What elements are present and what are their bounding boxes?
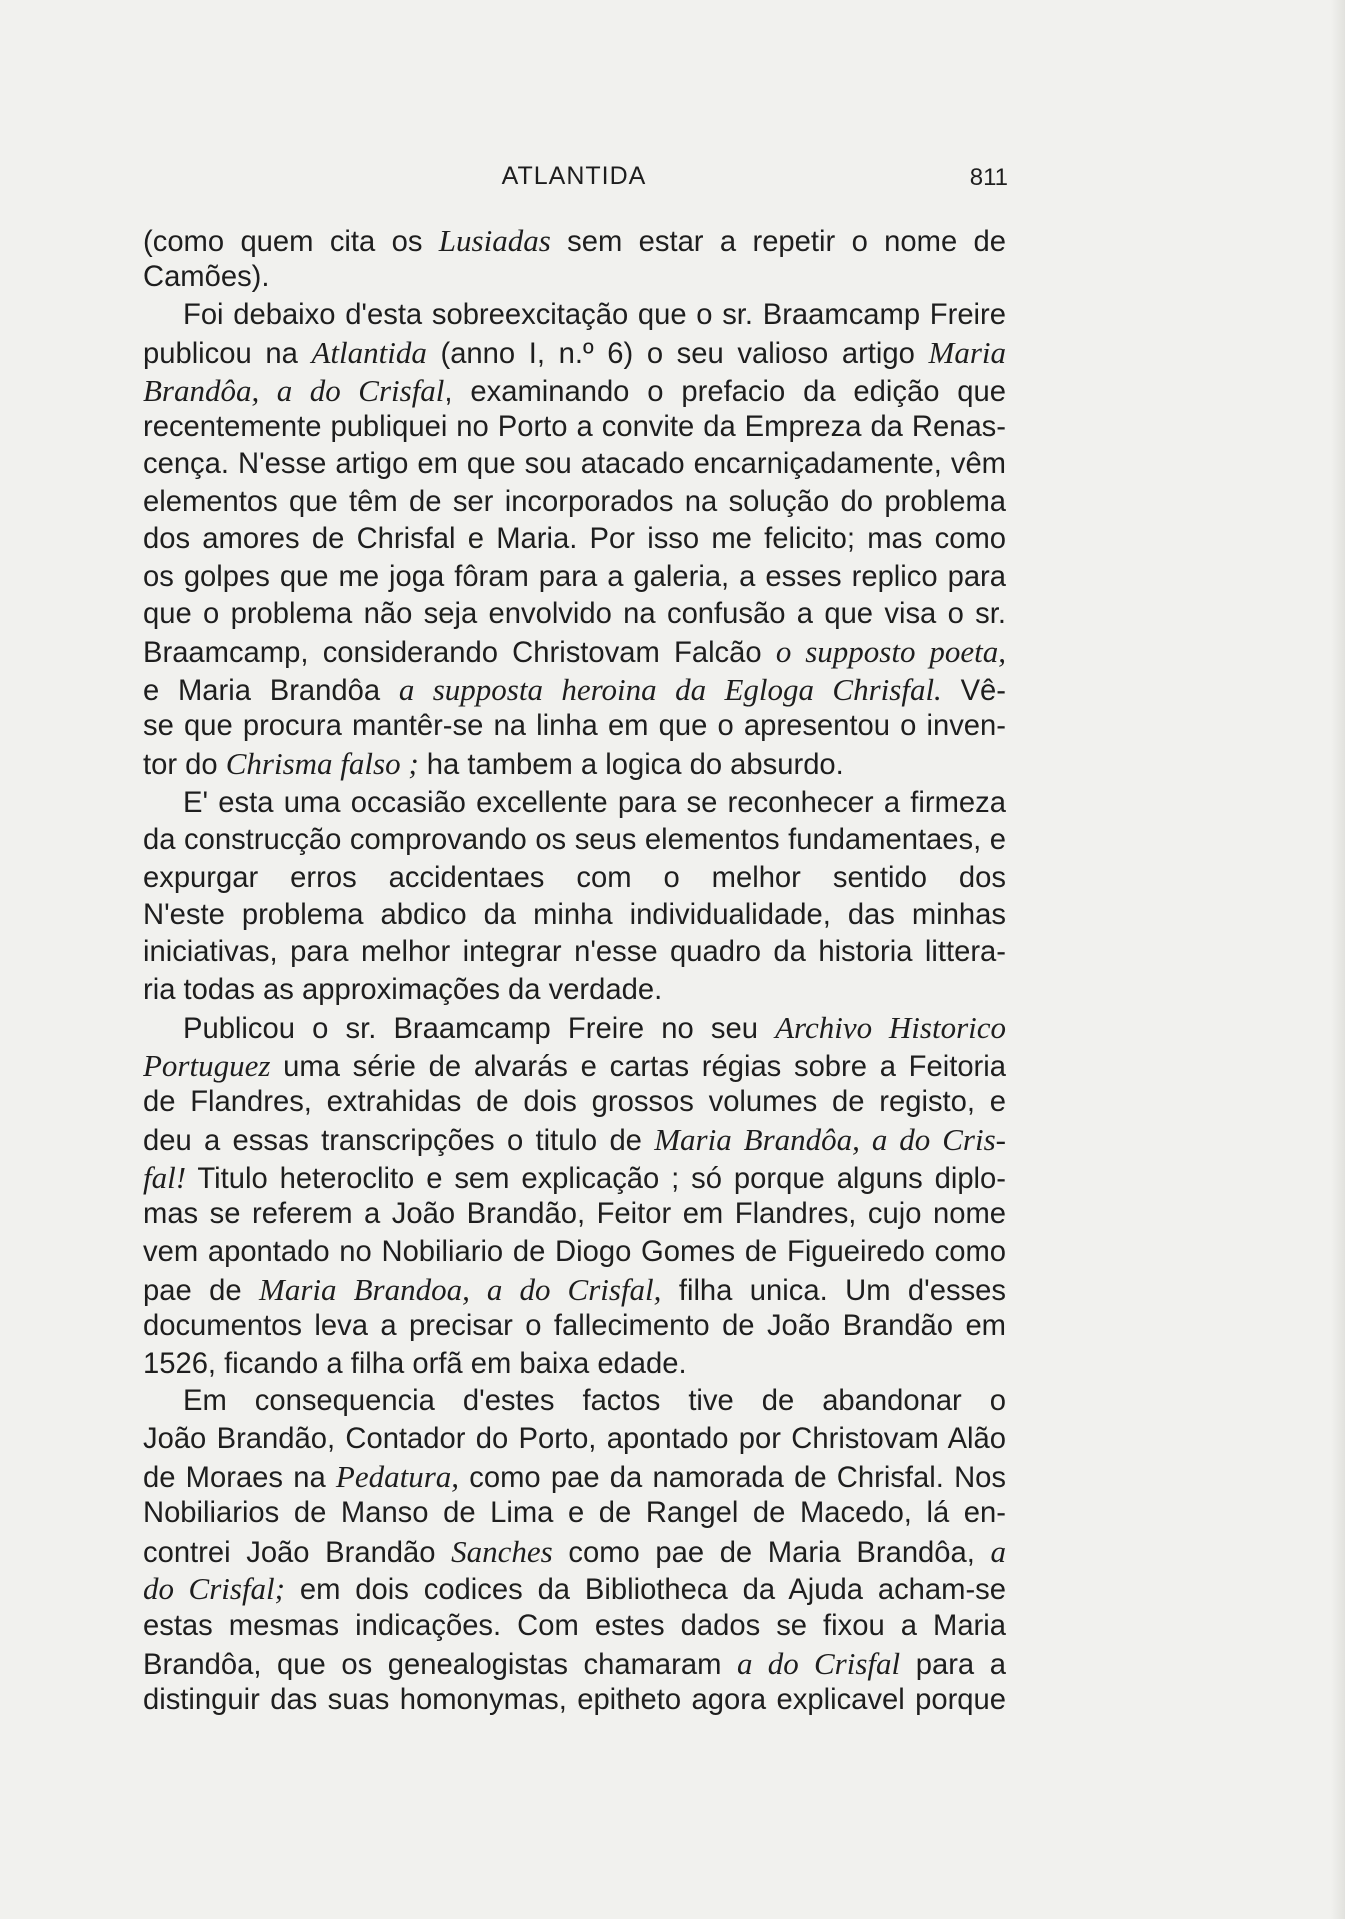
text-line	[143, 409, 1006, 446]
italic-text: Archivo Historico	[775, 1010, 1006, 1046]
text-span: Nobiliarios de Manso de Lima e de Rangel de Macedo, lá en-	[143, 1497, 1006, 1530]
text-span: de Flandres, extrahidas de dois grossos volumes de registo, e	[143, 1086, 1006, 1119]
text-line	[143, 1570, 1006, 1607]
text-span: (como quem cita os	[143, 226, 439, 258]
text-span: contrei João Brandão	[143, 1536, 452, 1569]
italic-text: do Crisfal;	[143, 1571, 285, 1607]
italic-text: Lusiadas	[438, 223, 551, 258]
text-span: os golpes que me joga fôram para a galeria, a esses replico para	[143, 560, 1006, 593]
text-line	[143, 484, 1006, 521]
text-line	[143, 1121, 1006, 1158]
text-line	[143, 1308, 1006, 1345]
text-line	[143, 1533, 1006, 1570]
text-span: para a	[900, 1648, 1006, 1681]
text-span: cença. N'esse artigo em que sou atacado encarniçadamente, vêm	[143, 448, 1006, 481]
text-line	[143, 222, 1006, 259]
text-span: iniciativas, para melhor integrar n'esse quadro da historia littera-	[143, 936, 1006, 969]
text-span: Titulo heteroclito e sem explicação ; só porque alguns diplo-	[186, 1162, 1006, 1195]
text-span: estas mesmas indicações. Com estes dados se fixou a Maria	[143, 1609, 1006, 1642]
text-span: dos amores de Chrisfal e Maria. Por isso me felicito; mas como	[143, 523, 1006, 556]
text-line	[143, 860, 1006, 897]
text-line	[143, 372, 1006, 409]
text-span: tor do	[143, 749, 226, 782]
italic-text: Maria Brandoa, a do Crisfal,	[259, 1271, 662, 1307]
text-span: (anno I, n.º 6) o seu valioso artigo	[426, 338, 929, 371]
text-span: documentos leva a precisar o fallecimento de João Brandão em	[143, 1310, 1006, 1343]
text-line	[143, 897, 1006, 934]
text-line	[143, 1495, 1006, 1532]
italic-text: Brandôa, a do Crisfal	[143, 372, 445, 408]
text-line	[143, 1346, 1006, 1383]
italic-text: Maria	[928, 335, 1006, 371]
text-span: de Moraes na	[143, 1461, 336, 1494]
text-line	[143, 633, 1006, 670]
text-span: Foi debaixo d'esta sobreexcitação que o sr. Braamcamp Freire	[183, 298, 1006, 331]
text-span: N'este problema abdico da minha individualidade, das minhas	[143, 899, 1006, 932]
text-span: expurgar erros accidentaes com o melhor sentido dos	[143, 861, 1006, 894]
text-line	[143, 708, 1006, 745]
text-span: filha unica. Um d'esses	[661, 1274, 1006, 1307]
text-span: que o problema não seja envolvido na confusão a que visa o sr.	[143, 597, 1006, 630]
text-span: recentemente publiquei no Porto a convite da Empreza da Renas-	[143, 410, 1006, 443]
text-line	[143, 1047, 1006, 1084]
text-line	[143, 934, 1006, 971]
text-line	[143, 1196, 1006, 1233]
text-line	[143, 297, 1006, 334]
text-span: sem estar a repetir o nome de	[550, 226, 1006, 258]
text-line	[143, 1009, 1006, 1046]
text-line	[143, 521, 1006, 558]
text-span: se que procura mantêr-se na linha em que o apresentou o inven-	[143, 710, 1006, 743]
text-line	[143, 745, 1006, 784]
italic-text: Portuguez	[143, 1047, 271, 1083]
running-title: ATLANTIDA	[501, 162, 647, 190]
text-span: Em consequencia d'estes factos tive de abandonar o	[183, 1385, 1006, 1418]
text-line	[143, 1608, 1006, 1645]
text-span: 1526, ficando a filha orfã em baixa edade.	[143, 1347, 687, 1380]
text-span: João Brandão, Contador do Porto, apontado por Christovam Alão	[143, 1422, 1006, 1455]
text-span: ria todas as approximações da verdade.	[143, 973, 663, 1006]
text-span: elementos que têm de ser incorporados na solução do problema	[143, 485, 1006, 518]
text-span: em dois codices da Bibliotheca da Ajuda acham-se	[285, 1574, 1006, 1607]
text-span: E' esta uma occasião excellente para se reconhecer a firmeza	[183, 786, 1006, 819]
text-line	[143, 671, 1006, 708]
italic-text: fal!	[143, 1159, 187, 1195]
text-span: como pae da namorada de Chrisfal. Nos	[459, 1461, 1006, 1494]
text-span: Brandôa, que os genealogistas chamaram	[143, 1648, 737, 1681]
page-number: 811	[969, 164, 1008, 191]
text-span: ha tambem a logica do absurdo.	[418, 749, 844, 782]
text-line	[143, 1084, 1006, 1121]
text-span: como pae de Maria Brandôa,	[552, 1536, 991, 1569]
italic-text: a do Crisfal	[737, 1645, 901, 1681]
italic-text: Chrisma falso ;	[225, 746, 419, 782]
italic-text: Maria Brandôa, a do Cris-	[654, 1122, 1006, 1158]
text-line	[143, 259, 1006, 296]
text-span: vem apontado no Nobiliario de Diogo Gomes de Figueiredo como	[143, 1235, 1006, 1268]
italic-text: o supposto poeta,	[775, 634, 1006, 670]
text-span: e Maria Brandôa	[143, 674, 399, 707]
text-span: da construcção comprovando os seus elementos fundamentaes, e	[143, 824, 1006, 857]
text-line	[143, 446, 1006, 483]
text-line	[143, 1645, 1006, 1682]
text-span: Publicou o sr. Braamcamp Freire no seu	[183, 1013, 776, 1046]
text-span: publicou na	[143, 338, 312, 371]
text-span: distinguir das suas homonymas, epitheto agora explicavel porque	[143, 1684, 1006, 1717]
text-line	[143, 972, 1006, 1009]
text-span: uma série de alvarás e cartas régias sobre a Feitoria	[270, 1050, 1006, 1083]
text-line	[143, 785, 1006, 822]
text-span: pae de	[143, 1274, 260, 1307]
text-line	[143, 596, 1006, 633]
page-header	[140, 158, 1008, 198]
text-line	[143, 1458, 1006, 1495]
text-line	[143, 1271, 1006, 1308]
italic-text: Pedatura,	[335, 1458, 460, 1494]
text-line	[143, 559, 1006, 596]
italic-text: Atlantida	[311, 335, 427, 371]
text-span: , examinando o prefacio da edição que	[444, 375, 1006, 408]
text-span: deu a essas transcripções o titulo de	[143, 1125, 655, 1158]
text-span: Vê-	[941, 674, 1006, 707]
italic-text: a supposta heroina da Egloga Chrisfal.	[398, 671, 942, 707]
italic-text: Sanches	[451, 1533, 553, 1569]
text-line	[143, 1383, 1006, 1420]
text-span: Braamcamp, considerando Christovam Falcão	[143, 637, 776, 670]
text-span: mas se referem a João Brandão, Feitor em Flandres, cujo nome	[143, 1198, 1006, 1231]
text-line	[143, 1682, 1006, 1719]
text-line	[143, 822, 1006, 859]
italic-text: a	[990, 1533, 1006, 1569]
body-text	[143, 222, 1006, 1720]
text-line	[143, 334, 1006, 371]
page-edge	[1331, 0, 1345, 1919]
text-line	[143, 1421, 1006, 1458]
text-line	[143, 1234, 1006, 1271]
text-span: Camões).	[143, 261, 270, 294]
text-line	[143, 1159, 1006, 1196]
